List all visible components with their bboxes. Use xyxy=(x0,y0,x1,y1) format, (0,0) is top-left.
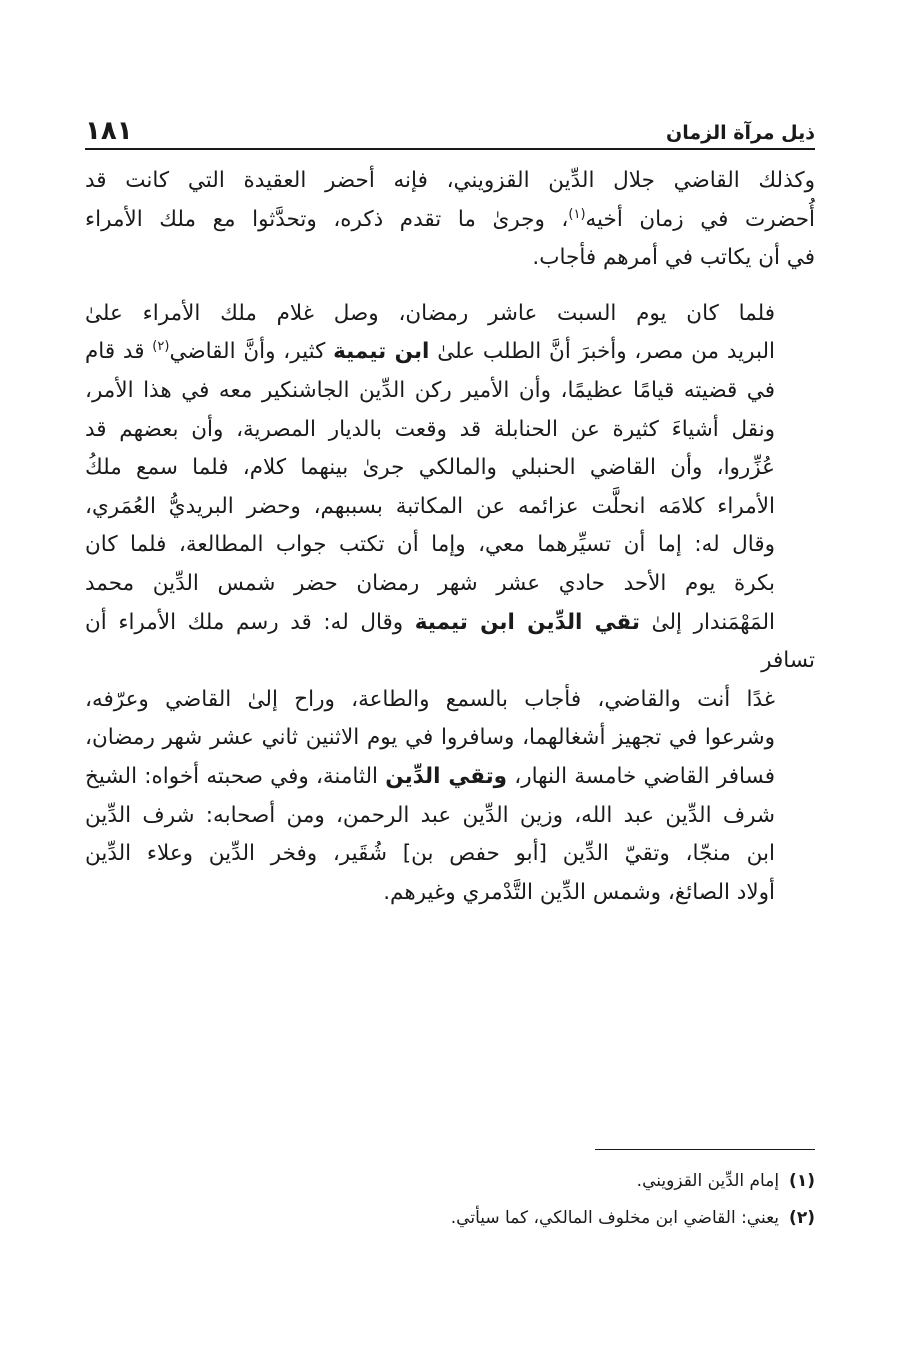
text-fragment: كثير، وأنَّ القاضي xyxy=(169,339,326,365)
bold-name: تقي الدِّين ابن تيمية xyxy=(414,609,640,635)
running-title: ذيل مرآة الزمان xyxy=(666,122,815,144)
text-line: بكرة يوم الأحد حادي عشر شهر رمضان حضر شمس الدِّين محمد xyxy=(85,570,775,596)
book-page xyxy=(85,0,815,1366)
footnote-ref-2[interactable]: (٢) xyxy=(152,339,170,355)
text-line: شرف الدِّين عبد الله، وزين الدِّين عبد الرحمن، ومن أصحابه: شرف الدِّين xyxy=(85,802,775,828)
text-line: عُزِّروا، وأن القاضي الحنبلي والمالكي جرىٰ بينهما كلام، فلما سمع ملكُ xyxy=(85,455,775,481)
text-line xyxy=(85,201,815,240)
text-fragment: وقال له: قد رسم ملك الأمراء أن تسافر xyxy=(85,609,815,674)
footnote-text: إمام الدِّين القزويني. xyxy=(636,1171,780,1191)
footnote-text: يعني: القاضي ابن مخلوف المالكي، كما سيأتي. xyxy=(450,1208,780,1228)
footnote-number: (٢) xyxy=(789,1208,815,1228)
text-line: غدًا أنت والقاضي، فأجاب بالسمع والطاعة، وراح إلىٰ القاضي وعرّفه، xyxy=(85,686,775,712)
bold-name: وتقي الدِّين xyxy=(385,763,508,789)
text-line xyxy=(85,333,815,372)
footnote-ref-1[interactable]: (١) xyxy=(568,206,586,222)
text-line: أولاد الصائغ، وشمس الدِّين التَّدْمري وغيرهم. xyxy=(383,879,775,905)
footnotes xyxy=(85,1163,815,1237)
footnote-divider xyxy=(595,1149,815,1150)
text-line: فلما كان يوم السبت عاشر رمضان، وصل غلام ملك الأمراء علىٰ xyxy=(85,300,775,326)
text-line: وكذلك القاضي جلال الدِّين القزويني، فإنه أحضر العقيدة التي كانت قد xyxy=(85,168,815,193)
main-text xyxy=(85,162,815,912)
text-line: وشرعوا في تجهيز أشغالهما، وسافروا في يوم الاثنين ثاني عشر شهر رمضان، xyxy=(85,725,775,751)
text-line xyxy=(85,758,815,797)
text-fragment: قد قام xyxy=(85,339,145,365)
page-number: ١٨١ xyxy=(85,116,133,146)
text-line: في قضيته قيامًا عظيمًا، وأن الأمير ركن الدِّين الجاشنكير معه في هذا الأمر، xyxy=(85,377,775,403)
bold-name: ابن تيمية xyxy=(333,339,430,365)
footnote-2 xyxy=(85,1200,815,1237)
text-line: ابن منجّا، وتقيّ الدِّين [أبو حفص بن] شُقَير، وفخر الدِّين وعلاء الدِّين xyxy=(85,841,775,867)
text-fragment: فسافر القاضي خامسة النهار، xyxy=(514,763,776,789)
text-line: وقال له: إما أن تسيِّرهما معي، وإما أن تكتب جواب المطالعة، فلما كان xyxy=(85,532,775,558)
footnote-number: (١) xyxy=(789,1171,815,1191)
text-line: الأمراء كلامَه انحلَّت عزائمه عن المكاتبة بسببهم، وحضر البريديُّ العُمَري، xyxy=(85,493,775,519)
page-header xyxy=(85,112,815,150)
paragraph-2 xyxy=(85,295,815,913)
text-fragment: الثامنة، وفي صحبته أخواه: الشيخ xyxy=(85,763,378,789)
text-line: في أن يكاتب في أمرهم فأجاب. xyxy=(532,245,815,271)
text-line: ونقل أشياءَ كثيرة عن الحنابلة قد وقعت بالديار المصرية، وأن بعضهم قد xyxy=(85,416,775,442)
text-line xyxy=(85,604,815,681)
text-fragment: المَهْمَندار إلىٰ xyxy=(651,609,775,635)
paragraph-1 xyxy=(85,162,815,278)
text-fragment: ، وجرىٰ ما تقدم ذكره، وتحدَّثوا مع ملك الأمراء xyxy=(85,206,569,232)
text-fragment: البريد من مصر، وأخبرَ أنَّ الطلب علىٰ xyxy=(437,339,775,365)
footnote-1 xyxy=(85,1163,815,1200)
text-fragment: أُحضرت في زمان أخيه xyxy=(585,206,815,232)
